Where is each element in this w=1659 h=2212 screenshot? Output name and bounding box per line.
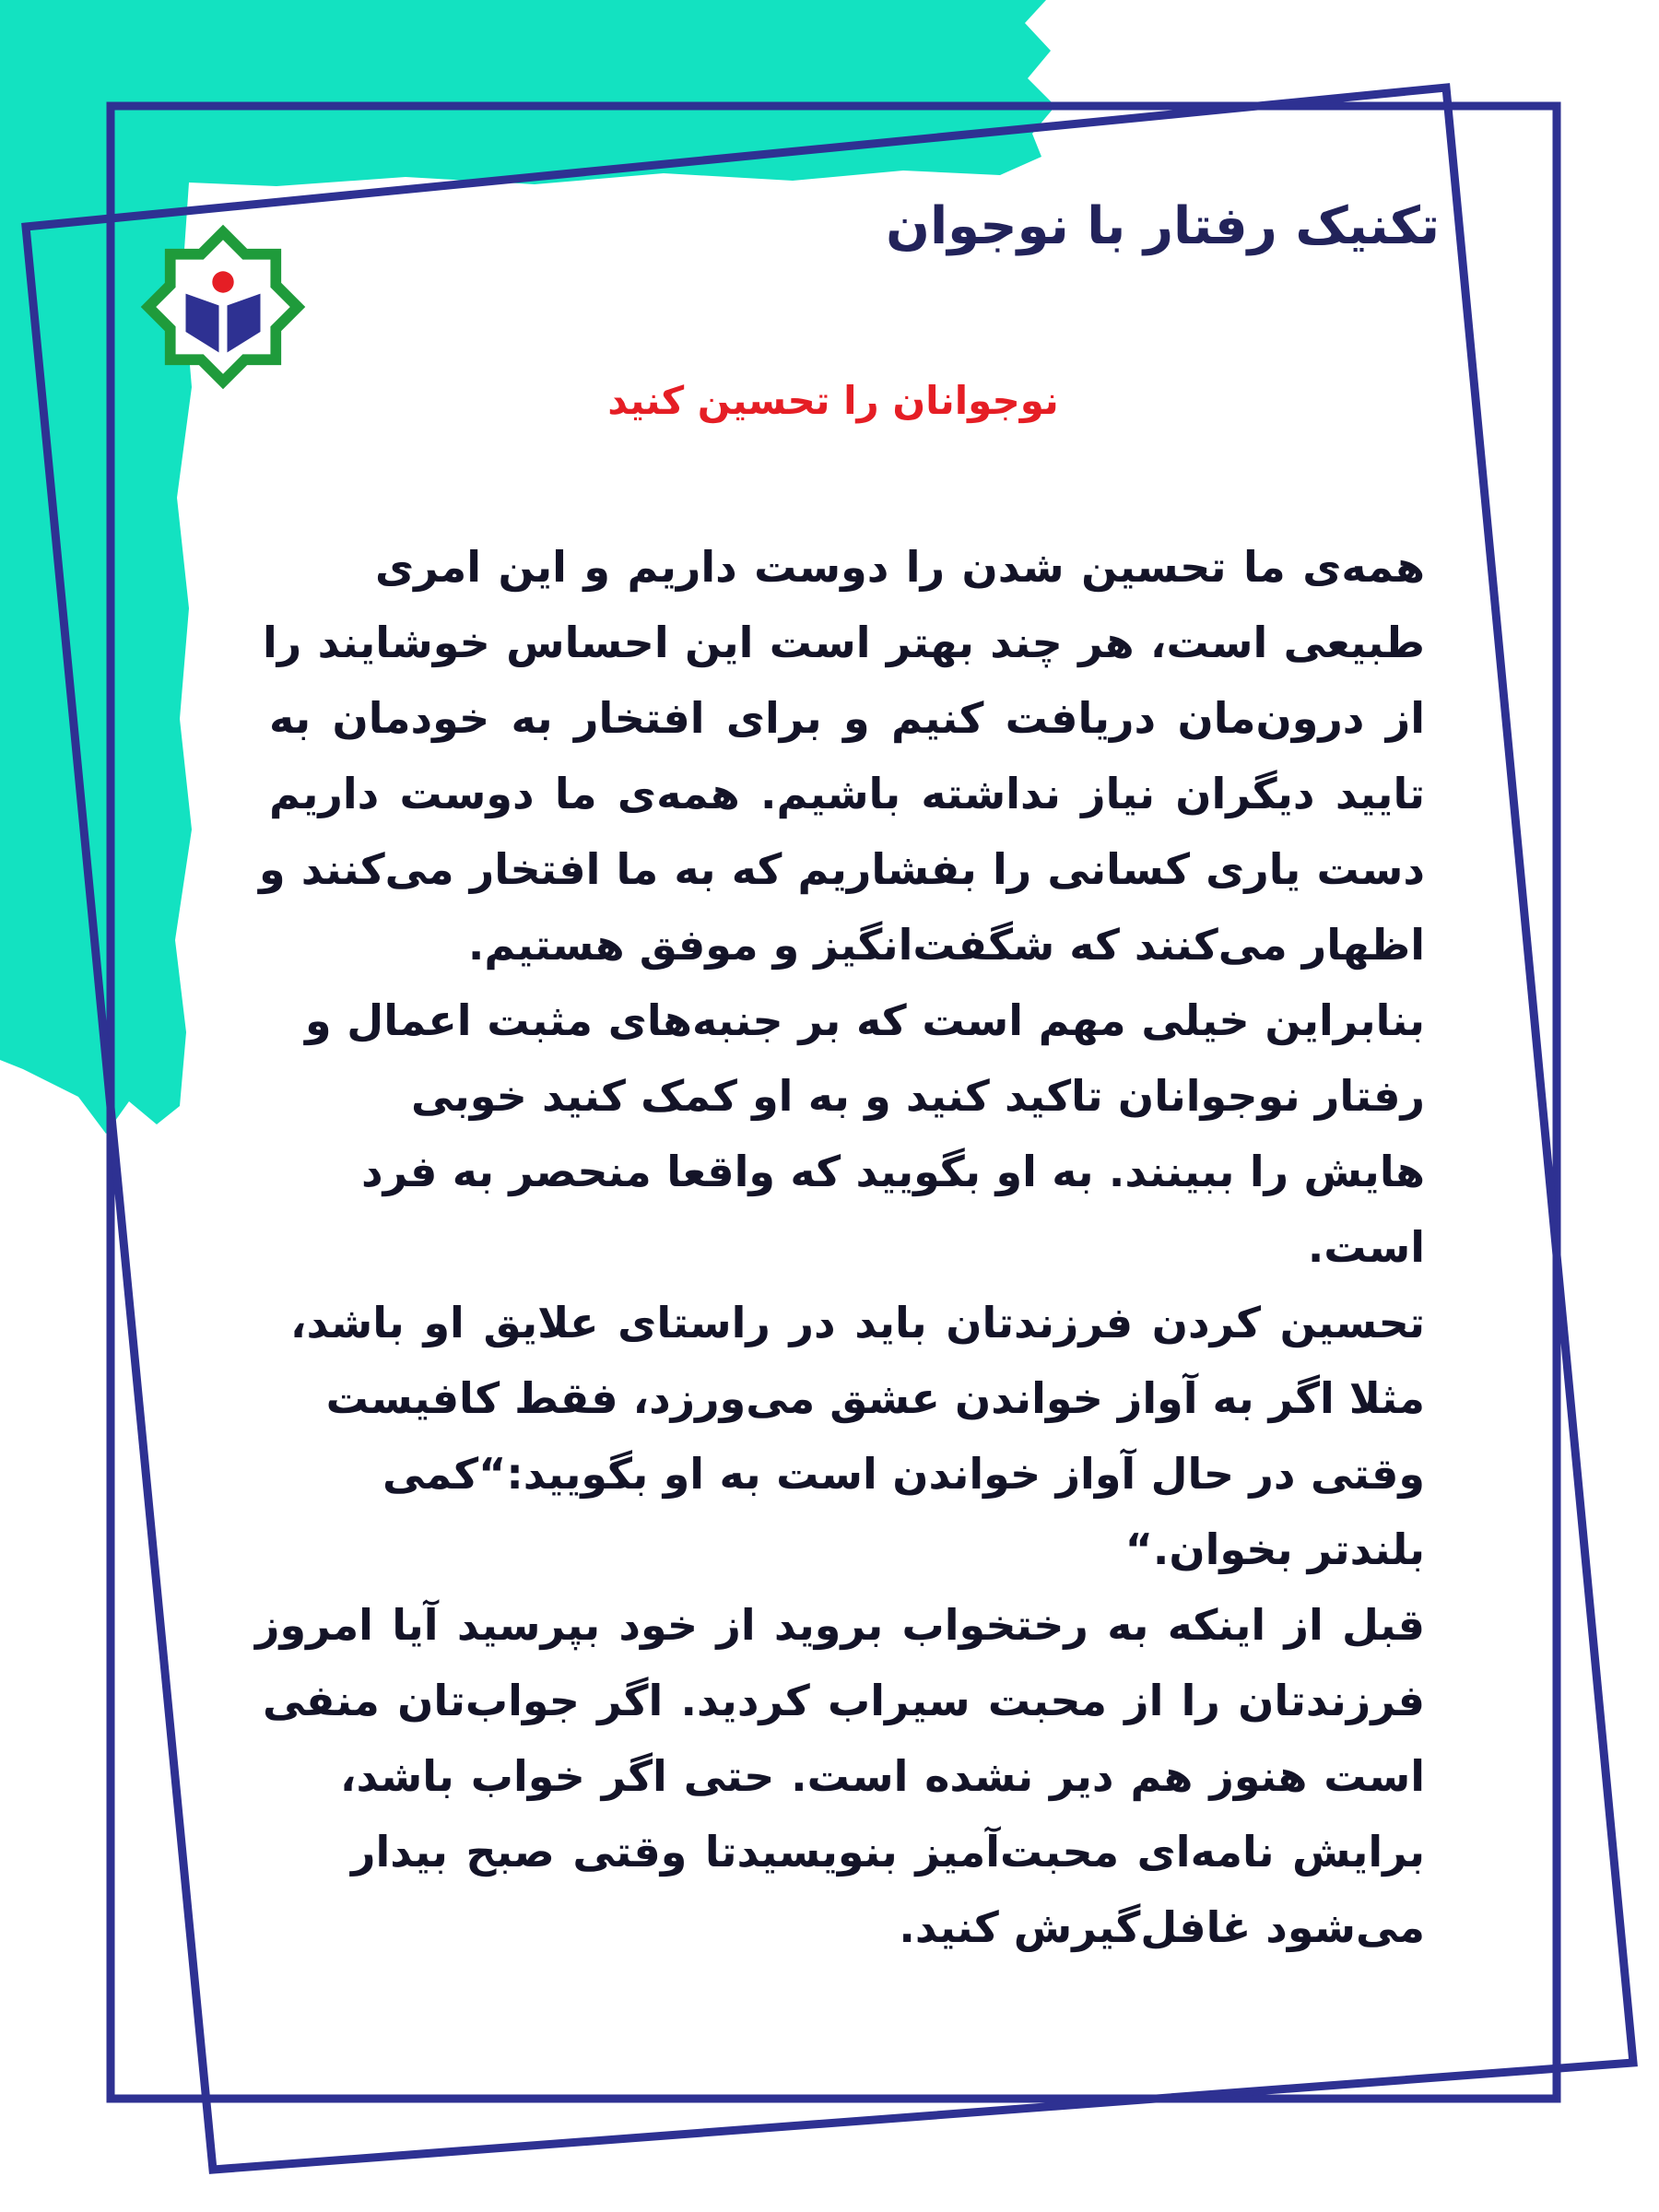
logo-red-dot-icon	[212, 271, 233, 292]
subtitle: نوجوانان را تحسین کنید	[607, 378, 1059, 423]
logo-book-spine	[219, 305, 228, 357]
body-line: رفتار نوجوانان تاکید کنید و به او کمک کنید خوبی	[411, 1071, 1425, 1121]
logo-icon	[140, 224, 306, 390]
article-body	[255, 529, 1425, 1965]
body-line: بلندتر بخوان.“	[1124, 1524, 1425, 1574]
body-line: بنابراین خیلی مهم است که بر جنبه‌های مثبت اعمال و	[305, 995, 1425, 1045]
body-line: است هنوز هم دیر نشده است. حتی اگر خواب باشد،	[340, 1751, 1425, 1801]
page-title: تکنیک رفتار با نوجوان	[886, 196, 1440, 256]
body-line: اظهار می‌کنند که شگفت‌انگیز و موفق هستیم.	[467, 920, 1425, 970]
body-line: می‌شود غافل‌گیرش کنید.	[899, 1902, 1425, 1952]
body-line: تایید دیگران نیاز نداشته باشیم. همه‌ی ما دوست داریم	[269, 769, 1425, 818]
body-line: مثلا اگر به آواز خواندن عشق می‌ورزد، فقط کافیست	[325, 1373, 1425, 1423]
body-line: هایش را ببینند. به او بگویید که واقعا منحصر به فرد	[361, 1147, 1425, 1196]
body-line: همه‌ی ما تحسین شدن را دوست داریم و این امری	[375, 542, 1425, 592]
body-line: فرزندتان را از محبت سیراب کردید. اگر جواب‌تان منفی	[263, 1676, 1425, 1725]
body-line: از درون‌مان دریافت کنیم و برای افتخار به خودمان به	[269, 693, 1425, 743]
body-line: برایش نامه‌ای محبت‌آمیز بنویسیدتا وقتی صبح بیدار	[351, 1827, 1425, 1877]
body-line: طبیعی است، هر چند بهتر است این احساس خوشایند را	[263, 618, 1425, 667]
body-line: قبل از اینکه به رختخواب بروید از خود بپرسید آیا امروز	[255, 1600, 1425, 1650]
body-line: دست یاری کسانی را بفشاریم که به ما افتخار می‌کنند و	[259, 844, 1425, 894]
body-line: است.	[1307, 1222, 1425, 1272]
body-line: وقتی در حال آواز خواندن است به او بگویید:“کمی	[382, 1449, 1425, 1499]
body-line: تحسین کردن فرزندتان باید در راستای علایق او باشد،	[290, 1298, 1425, 1347]
organization-logo	[140, 224, 306, 390]
